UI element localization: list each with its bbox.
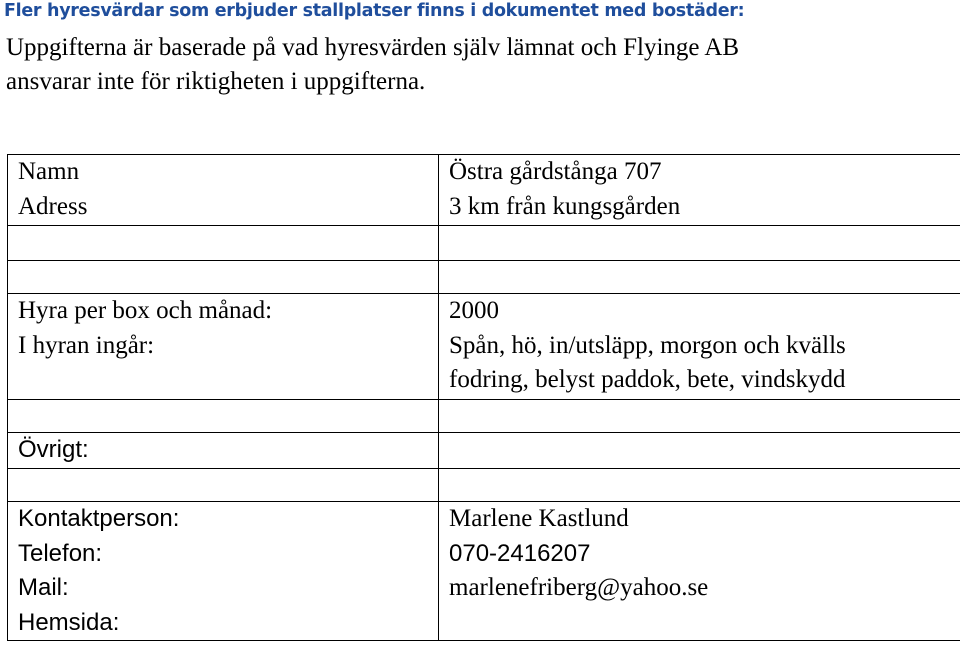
- mail-value: marlenefriberg@yahoo.se: [449, 574, 709, 601]
- intro-paragraph: [6, 31, 906, 99]
- phone-value: 070-2416207: [449, 539, 591, 567]
- empty-cell: [439, 261, 960, 294]
- rent-value: 2000: [449, 297, 499, 324]
- included-value-line-2: fodring, belyst paddok, bete, vindskydd: [449, 366, 846, 393]
- phone-label: Telefon:: [18, 539, 103, 567]
- rent-included-labels: [8, 294, 439, 400]
- empty-cell: [439, 469, 960, 502]
- document-heading: Fler hyresvärdar som erbjuder stallplatser finns i dokumentet med bostäder:: [4, 1, 745, 21]
- name-label: Namn: [18, 158, 80, 185]
- name-address-values: [439, 155, 960, 226]
- row-rent-included: [8, 294, 960, 400]
- empty-cell: [8, 226, 439, 261]
- name-value: Östra gårdstånga 707: [449, 158, 662, 185]
- row-empty-1: [8, 226, 960, 261]
- included-label: I hyran ingår:: [18, 331, 155, 359]
- contact-values: [439, 502, 960, 641]
- empty-cell: [8, 469, 439, 502]
- intro-line-2: ansvarar inte för riktigheten i uppgifterna.: [6, 68, 426, 95]
- address-value: 3 km från kungsgården: [449, 192, 681, 220]
- contact-value: Marlene Kastlund: [449, 505, 629, 532]
- mail-label: Mail:: [18, 574, 69, 601]
- empty-cell: [439, 226, 960, 261]
- included-value-line-1: Spån, hö, in/utsläpp, morgon och kvälls: [449, 331, 846, 359]
- rent-included-values: [439, 294, 960, 400]
- empty-cell: [439, 400, 960, 433]
- row-contact: [8, 502, 960, 641]
- intro-line-1: Uppgifterna är baserade på vad hyresvärden själv lämnat och Flyinge AB: [6, 34, 740, 61]
- row-empty-4: [8, 469, 960, 502]
- contact-labels: [8, 502, 439, 641]
- row-empty-3: [8, 400, 960, 433]
- row-name-address: [8, 155, 960, 226]
- address-label: Adress: [18, 192, 88, 220]
- stable-info-table: [7, 154, 960, 641]
- name-address-labels: [8, 155, 439, 226]
- empty-cell: [8, 261, 439, 294]
- row-other: [8, 433, 960, 469]
- rent-label: Hyra per box och månad:: [18, 297, 273, 324]
- other-value-cell: [439, 433, 960, 469]
- other-label: Övrigt:: [18, 436, 89, 463]
- empty-cell: [8, 400, 439, 433]
- website-label: Hemsida:: [18, 608, 120, 636]
- contact-label: Kontaktperson:: [18, 505, 180, 532]
- row-empty-2: [8, 261, 960, 294]
- other-label-cell: [8, 433, 439, 469]
